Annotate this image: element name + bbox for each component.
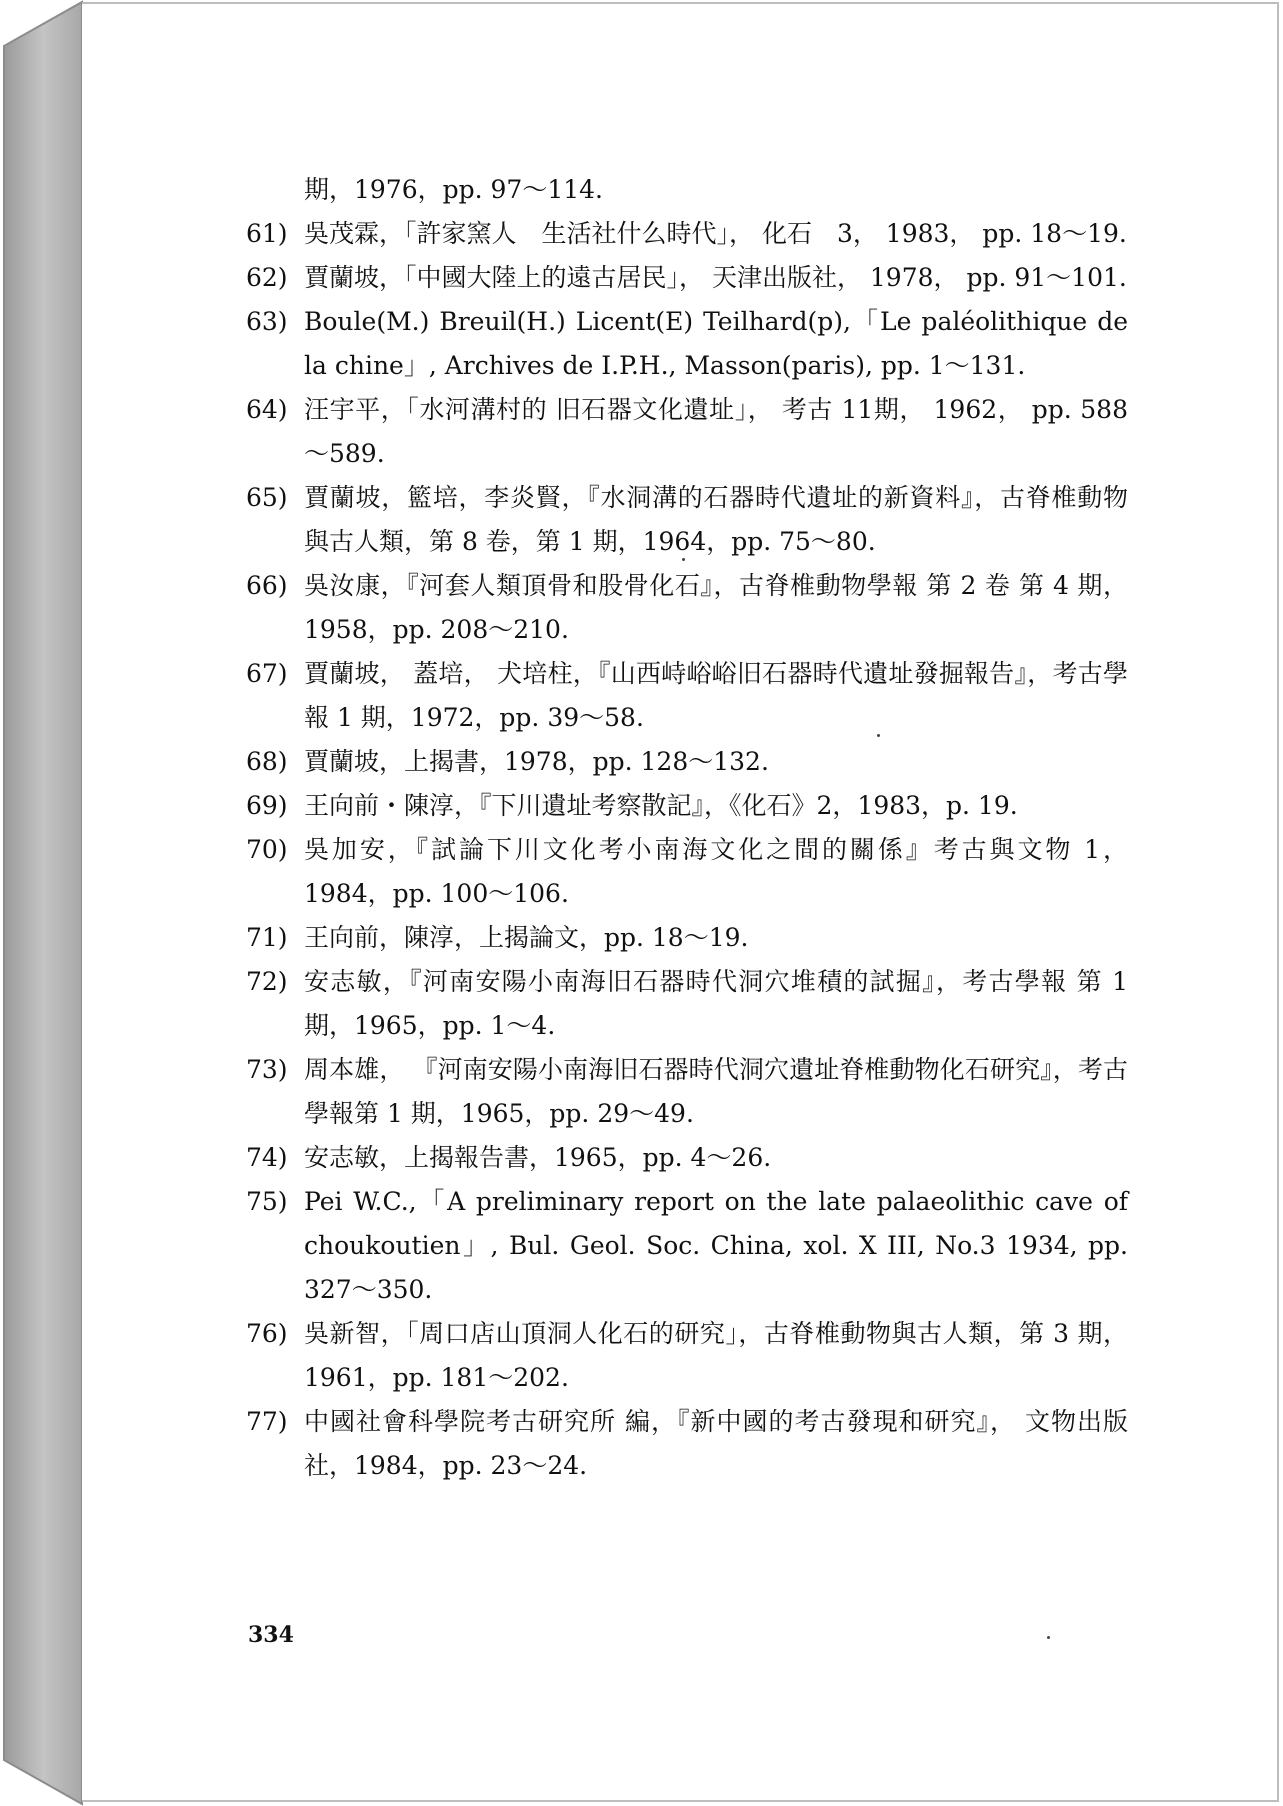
reference-item-77 [248,1400,1128,1488]
reference-text: 賈蘭坡，籃培，李炎賢，『水洞溝的石器時代遺址的新資料』，古脊椎動物與古人類，第 8 卷，第 1 期，1964，pp. 75～80. [304,483,1128,556]
reference-text: 吳茂霖，「許家窯人 生活社什么時代」， 化石 3， 1983， pp. 18～19. [304,219,1127,248]
reference-text: 周本雄， 『河南安陽小南海旧石器時代洞穴遺址脊椎動物化石研究』，考古學報第 1 期，1965，pp. 29～49. [304,1055,1128,1128]
reference-item-63 [248,300,1128,388]
reference-text: 賈蘭坡，「中國大陸上的遠古居民」， 天津出版社， 1978， pp. 91～101. [304,263,1127,292]
reference-number: 68) [246,747,288,776]
reference-item-70 [248,828,1128,916]
reference-text: 王向前，陳淳，上揭論文，pp. 18～19. [304,923,749,952]
reference-item-68 [248,740,1128,784]
reference-number: 70) [246,835,288,864]
reference-number: 74) [246,1143,288,1172]
reference-number: 63) [246,307,288,336]
reference-number: 65) [246,483,288,512]
reference-number: 69) [246,791,288,820]
reference-text: Boule(M.) Breuil(H.) Licent(E) Teilhard(p),「Le paléolithique de la chine」, Archives de I.P.H., Masson(paris), pp. 1～131. [304,307,1128,380]
reference-item-72 [248,960,1128,1048]
reference-text: 吳加安，『試論下川文化考小南海文化之間的關係』考古與文物 1，1984，pp. 100～106. [304,835,1128,908]
reference-text: 王向前・陳淳，『下川遺址考察散記』，《化石》2，1983，p. 19. [304,791,1018,820]
reference-continuation [248,168,1128,212]
reference-number: 61) [246,219,288,248]
reference-number: 67) [246,659,288,688]
reference-item-69 [248,784,1128,828]
reference-text: 賈蘭坡，上揭書，1978，pp. 128～132. [304,747,769,776]
reference-item-67 [248,652,1128,740]
reference-item-62 [248,256,1128,300]
reference-text: 汪宇平，「水河溝村的 旧石器文化遺址」， 考古 11期， 1962， pp. 588～589. [304,395,1128,468]
page-number: 334 [248,1622,294,1648]
reference-list [248,168,1128,1488]
reference-item-75 [248,1180,1128,1312]
reference-item-71 [248,916,1128,960]
reference-text: 安志敏，上揭報告書，1965，pp. 4～26. [304,1143,772,1172]
reference-number: 77) [246,1407,288,1436]
reference-text: Pei W.C.,「A preliminary report on the late palaeolithic cave of choukoutien」, Bul. Geol. Soc. China, xol. X III, No.3 1934, pp. 327～350. [304,1187,1128,1304]
reference-text: 中國社會科學院考古研究所 編，『新中國的考古發現和研究』， 文物出版社，1984，pp. 23～24. [304,1407,1128,1480]
book-spine-edge [0,0,86,1806]
reference-number: 73) [246,1055,288,1084]
reference-number: 72) [246,967,288,996]
reference-number: 71) [246,923,288,952]
reference-item-76 [248,1312,1128,1400]
reference-number: 62) [246,263,288,292]
reference-text: 吳新智，「周口店山頂洞人化石的研究」，古脊椎動物與古人類，第 3 期，1961，pp. 181～202. [304,1319,1128,1392]
reference-item-65 [248,476,1128,564]
reference-item-74 [248,1136,1128,1180]
reference-number: 64) [246,395,288,424]
reference-number: 66) [246,571,288,600]
reference-number: 75) [246,1187,288,1216]
reference-item-61 [248,212,1128,256]
reference-text: 吳汝康，『河套人類頂骨和股骨化石』，古脊椎動物學報 第 2 卷 第 4 期，1958，pp. 208～210. [304,571,1128,644]
continuation-text: 期，1976，pp. 97～114. [304,175,603,204]
scan-speck [1047,1636,1050,1639]
reference-number: 76) [246,1319,288,1348]
reference-text: 安志敏，『河南安陽小南海旧石器時代洞穴堆積的試掘』，考古學報 第 1 期，1965，pp. 1～4. [304,967,1128,1040]
reference-item-66 [248,564,1128,652]
reference-item-73 [248,1048,1128,1136]
reference-text: 賈蘭坡， 蓋培， 犬培柱，『山西峙峪峪旧石器時代遺址發掘報告』，考古學報 1 期，1972，pp. 39～58. [304,659,1128,732]
reference-item-64 [248,388,1128,476]
